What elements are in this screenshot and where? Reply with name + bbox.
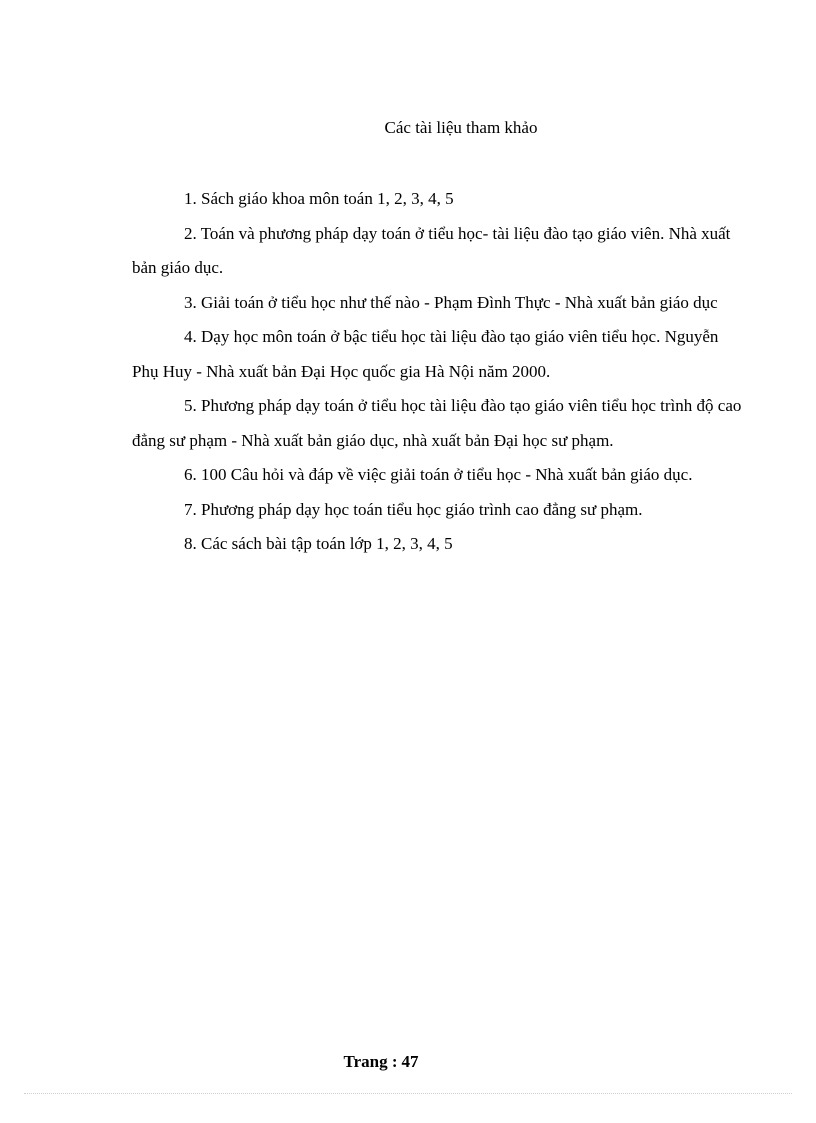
page-number: 47 bbox=[401, 1052, 419, 1071]
reference-item-1: 1. Sách giáo khoa môn toán 1, 2, 3, 4, 5 bbox=[184, 189, 454, 208]
page-footer bbox=[0, 1050, 762, 1074]
reference-item-2: 2. Toán và phương pháp dạy toán ở tiểu học- tài liệu đào tạo giáo viên. Nhà xuất bản giáo dục. bbox=[132, 223, 731, 277]
reference-list bbox=[132, 182, 742, 562]
reference-item-3: 3. Giải toán ở tiểu học như thế nào - Phạm Đình Thực - Nhà xuất bản giáo dục bbox=[184, 292, 718, 312]
reference-item-8: 8. Các sách bài tập toán lớp 1, 2, 3, 4, 5 bbox=[184, 534, 453, 553]
reference-item-4: 4. Dạy học môn toán ở bậc tiểu học tài liệu đào tạo giáo viên tiểu học. Nguyễn Phụ Huy - Nhà xuất bản Đại Học quốc gia Hà Nội năm 2000. bbox=[132, 327, 719, 381]
page-label: Trang : bbox=[343, 1052, 398, 1071]
reference-item-7: 7. Phương pháp dạy học toán tiểu học giáo trình cao đẳng sư phạm. bbox=[184, 499, 643, 519]
bottom-divider bbox=[24, 1093, 792, 1094]
reference-item-5: 5. Phương pháp dạy toán ở tiểu học tài liệu đào tạo giáo viên tiểu học trình độ cao đẳng sư phạm - Nhà xuất bản giáo dục, nhà xuất bản Đại học sư phạm. bbox=[132, 396, 742, 450]
page-title: Các tài liệu tham khảo bbox=[384, 118, 538, 137]
reference-item-6: 6. 100 Câu hỏi và đáp về việc giải toán ở tiểu học - Nhà xuất bản giáo dục. bbox=[184, 465, 693, 484]
